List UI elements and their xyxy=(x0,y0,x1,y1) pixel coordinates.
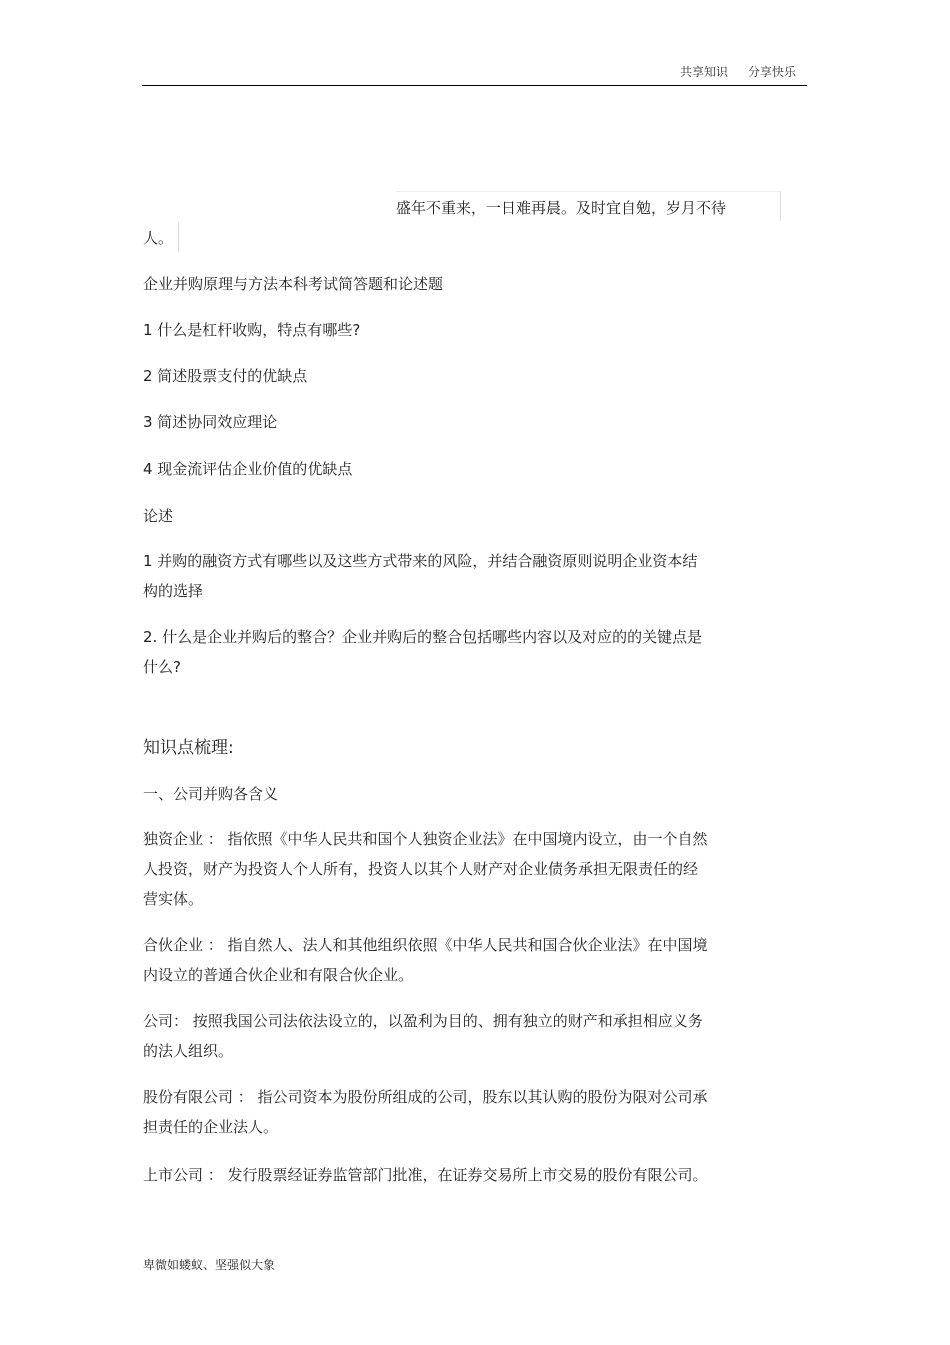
motto-line-2: 人。 xyxy=(143,229,174,247)
short-question-2: 2 简述股票支付的优缺点 xyxy=(143,367,308,385)
joint-stock-line-1: 股份有限公司 ： 指公司资本为股份所组成的公司，股东以其认购的股份为限对公司承 xyxy=(143,1088,708,1106)
company-line-2: 的法人组织。 xyxy=(143,1042,234,1060)
exam-title: 企业并购原理与方法本科考试简答题和论述题 xyxy=(143,275,444,293)
motto-box-left xyxy=(178,222,179,252)
footer-text: 卑微如蝼蚁、坚强似大象 xyxy=(143,1258,276,1272)
header-left-text: 共享知识 xyxy=(680,65,729,79)
motto-box-right xyxy=(780,191,781,221)
essay-heading: 论述 xyxy=(143,507,174,525)
essay-1-line-2: 构的选择 xyxy=(143,582,204,600)
partnership-line-2: 内设立的普通合伙企业和有限合伙企业。 xyxy=(143,966,414,984)
motto-line-1: 盛年不重来，一日难再晨。及时宜自勉，岁月不待 xyxy=(396,199,727,217)
motto-box-top xyxy=(396,191,780,192)
header-right-text: 分享快乐 xyxy=(748,65,797,79)
sole-proprietorship-line-2: 人投资，财产为投资人个人所有，投资人以其个人财产对企业债务承担无限责任的经 xyxy=(143,860,699,878)
essay-2-line-1: 2. 什么是企业并购后的整合？企业并购后的整合包括哪些内容以及对应的的关键点是 xyxy=(143,628,703,646)
essay-2-line-2: 什么? xyxy=(143,658,181,676)
section-1-heading: 一、公司并购各含义 xyxy=(143,785,279,803)
essay-1-line-1: 1 并购的融资方式有哪些以及这些方式带来的风险，并结合融资原则说明企业资本结 xyxy=(143,552,698,570)
short-question-1: 1 什么是杠杆收购，特点有哪些? xyxy=(143,321,361,339)
sole-proprietorship-line-1: 独资企业 ： 指依照《中华人民共和国个人独资企业法》在中国境内设立，由一个自然 xyxy=(143,830,708,848)
company-line-1: 公司： 按照我国公司法依法设立的，以盈利为目的、拥有独立的财产和承担相应义务 xyxy=(143,1012,703,1030)
joint-stock-line-2: 担责任的企业法人。 xyxy=(143,1118,279,1136)
header-rule xyxy=(142,85,807,86)
short-question-3: 3 简述协同效应理论 xyxy=(143,413,278,431)
listed-company-line: 上市公司 ： 发行股票经证券监管部门批准，在证券交易所上市交易的股份有限公司。 xyxy=(143,1166,708,1184)
partnership-line-1: 合伙企业 ： 指自然人、法人和其他组织依照《中华人民共和国合伙企业法》在中国境 xyxy=(143,936,708,954)
knowledge-heading: 知识点梳理: xyxy=(143,738,234,758)
short-question-4: 4 现金流评估企业价值的优缺点 xyxy=(143,460,353,478)
sole-proprietorship-line-3: 营实体。 xyxy=(143,890,204,908)
